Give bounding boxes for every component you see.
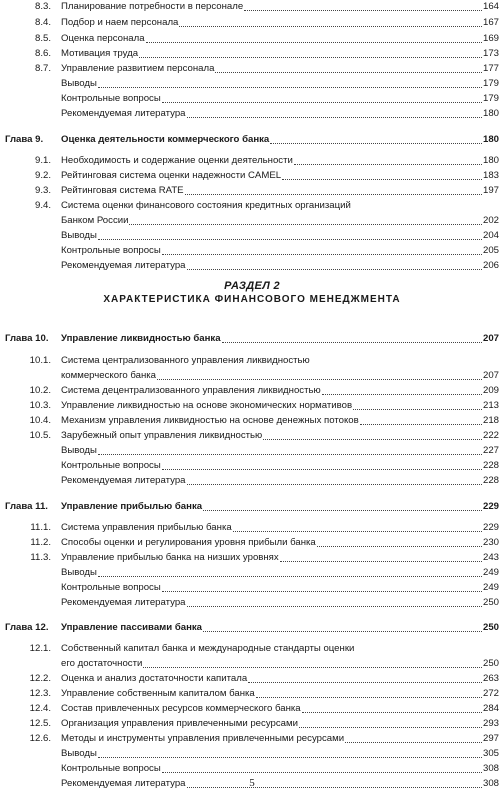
toc-entry-title: Механизм управления ликвидностью на основе денежных потоков <box>61 415 359 426</box>
toc-entry-title: Собственный капитал банка и международные стандарты оценки <box>61 643 355 654</box>
toc-entry-row <box>0 92 504 106</box>
toc-entry-title: Рейтинговая система RATE <box>61 185 184 196</box>
toc-entry-title: Рекомендуемая литература <box>61 108 186 119</box>
dot-leader <box>222 342 482 343</box>
toc-entry-title: Система оценки финансового состояния кредитных организаций <box>61 200 351 211</box>
toc-entry-page: 229 <box>482 522 499 533</box>
toc-entry-number: 9.2. <box>34 170 51 181</box>
toc-entry-number: 12.5. <box>29 718 51 729</box>
toc-entry-row <box>0 459 504 473</box>
toc-entry-page: 227 <box>482 445 499 456</box>
dot-leader <box>98 576 482 577</box>
toc-entry-page: 284 <box>482 703 499 714</box>
toc-entry-number: Глава 11. <box>5 501 48 512</box>
toc-entry-row <box>0 154 504 168</box>
toc-entry-number: 8.4. <box>34 17 51 28</box>
toc-entry-page: 204 <box>482 230 499 241</box>
toc-entry-number: 10.5. <box>29 430 51 441</box>
toc-chapter-row <box>0 621 504 635</box>
toc-entry-row <box>0 581 504 595</box>
toc-entry-number: 9.4. <box>34 200 51 211</box>
toc-entry-row <box>0 0 504 14</box>
toc-entry-title: Выводы <box>61 567 97 578</box>
dot-leader <box>317 546 482 547</box>
dot-leader <box>345 742 482 743</box>
toc-entry-row <box>0 429 504 443</box>
dot-leader <box>139 57 482 58</box>
toc-entry-page: 305 <box>482 748 499 759</box>
dot-leader <box>162 102 482 103</box>
dot-leader <box>157 379 482 380</box>
toc-entry-page: 180 <box>482 134 499 145</box>
toc-entry-title: Управление прибылью банка на низших уровнях <box>61 552 279 563</box>
toc-entry-title: Рекомендуемая литература <box>61 260 186 271</box>
toc-entry-number: 12.2. <box>29 673 51 684</box>
toc-entry-title: Зарубежный опыт управления ликвидностью <box>61 430 263 441</box>
toc-entry-number: 9.1. <box>34 155 51 166</box>
toc-entry-row <box>0 657 504 671</box>
dot-leader <box>98 87 482 88</box>
toc-entry-row <box>0 536 504 550</box>
toc-entry-title: Банком России <box>61 215 129 226</box>
toc-chapter-row <box>0 500 504 514</box>
toc-entry-row <box>0 199 504 213</box>
toc-entry-number: 12.6. <box>29 733 51 744</box>
toc-entry-page: 205 <box>482 245 499 256</box>
toc-entry-number: 10.2. <box>29 385 51 396</box>
toc-entry-row <box>0 687 504 701</box>
toc-entry-page: 263 <box>482 673 499 684</box>
toc-entry-title: Выводы <box>61 230 97 241</box>
toc-entry-row <box>0 672 504 686</box>
dot-leader <box>233 531 482 532</box>
toc-entry-title: его достаточности <box>61 658 143 669</box>
toc-entry-title: Способы оценки и регулирования уровня прибыли банка <box>61 537 316 548</box>
dot-leader <box>162 254 482 255</box>
toc-entry-page: 222 <box>482 430 499 441</box>
toc-entry-number: 8.7. <box>34 63 51 74</box>
toc-entry-page: 249 <box>482 582 499 593</box>
toc-entry-row <box>0 399 504 413</box>
section-subtitle: ХАРАКТЕРИСТИКА ФИНАНСОВОГО МЕНЕДЖМЕНТА <box>103 294 401 305</box>
toc-entry-title: Контрольные вопросы <box>61 582 161 593</box>
dot-leader <box>263 439 482 440</box>
toc-entry-row <box>0 717 504 731</box>
dot-leader <box>98 239 482 240</box>
toc-entry-row <box>0 762 504 776</box>
toc-entry-page: 243 <box>482 552 499 563</box>
toc-entry-title: Оценка и анализ достаточности капитала <box>61 673 248 684</box>
toc-entry-row <box>0 259 504 273</box>
toc-entry-page: 228 <box>482 475 499 486</box>
toc-entry-number: 10.3. <box>29 400 51 411</box>
dot-leader <box>248 682 482 683</box>
dot-leader <box>143 667 482 668</box>
toc-entry-row <box>0 384 504 398</box>
toc-entry-page: 230 <box>482 537 499 548</box>
toc-entry-title: Организация управления привлеченными ресурсами <box>61 718 298 729</box>
toc-entry-number: 12.4. <box>29 703 51 714</box>
toc-entry-number: Глава 12. <box>5 622 49 633</box>
toc-entry-page: 169 <box>482 33 499 44</box>
toc-chapter-row <box>0 133 504 147</box>
dot-leader <box>256 697 482 698</box>
toc-entry-row <box>0 369 504 383</box>
toc-entry-page: 180 <box>482 108 499 119</box>
toc-entry-title: Система централизованного управления ликвидностью <box>61 355 310 366</box>
toc-entry-title: Методы и инструменты управления привлеченными ресурсами <box>61 733 345 744</box>
toc-entry-number: 10.1. <box>29 355 51 366</box>
toc-entry-title: коммерческого банка <box>61 370 157 381</box>
toc-entry-row <box>0 414 504 428</box>
toc-entry-title: Подбор и наем персонала <box>61 17 179 28</box>
dot-leader <box>360 424 482 425</box>
toc-chapter-row <box>0 332 504 346</box>
toc-entry-page: 250 <box>482 622 499 633</box>
toc-entry-row <box>0 354 504 368</box>
toc-entry-row <box>0 566 504 580</box>
dot-leader <box>162 469 482 470</box>
dot-leader <box>162 772 482 773</box>
toc-entry-page: 206 <box>482 260 499 271</box>
toc-entry-row <box>0 551 504 565</box>
toc-entry-page: 249 <box>482 567 499 578</box>
toc-entry-row <box>0 444 504 458</box>
toc-entry-number: Глава 9. <box>5 134 44 145</box>
toc-entry-number: 11.3. <box>30 552 51 563</box>
toc-entry-page: 197 <box>482 185 499 196</box>
toc-entry-row <box>0 244 504 258</box>
dot-leader <box>187 269 482 270</box>
toc-entry-page: 179 <box>482 78 499 89</box>
toc-entry-page: 308 <box>482 763 499 774</box>
dot-leader <box>203 631 482 632</box>
toc-entry-page: 183 <box>482 170 499 181</box>
dot-leader <box>98 454 482 455</box>
toc-entry-number: 12.3. <box>29 688 51 699</box>
toc-entry-page: 228 <box>482 460 499 471</box>
toc-entry-number: 11.2. <box>30 537 51 548</box>
toc-entry-title: Управление ликвидностью на основе экономических нормативов <box>61 400 353 411</box>
dot-leader <box>282 179 482 180</box>
toc-entry-title: Рекомендуемая литература <box>61 778 186 789</box>
dot-leader <box>187 117 482 118</box>
toc-entry-number: 11.1. <box>30 522 51 533</box>
dot-leader <box>146 42 482 43</box>
dot-leader <box>353 409 482 410</box>
toc-entry-number: 8.3. <box>34 1 51 12</box>
toc-entry-number: 10.4. <box>29 415 51 426</box>
toc-entry-row <box>0 642 504 656</box>
toc-entry-page: 179 <box>482 93 499 104</box>
dot-leader <box>302 712 482 713</box>
section-title: РАЗДЕЛ 2 <box>224 280 280 292</box>
toc-entry-title: Оценка персонала <box>61 33 145 44</box>
dot-leader <box>179 26 482 27</box>
dot-leader <box>187 606 482 607</box>
toc-entry-number: 8.5. <box>34 33 51 44</box>
toc-entry-page: 293 <box>482 718 499 729</box>
toc-entry-number: 8.6. <box>34 48 51 59</box>
toc-entry-title: Рекомендуемая литература <box>61 597 186 608</box>
toc-entry-page: 167 <box>482 17 499 28</box>
toc-entry-row <box>0 596 504 610</box>
dot-leader <box>187 484 482 485</box>
toc-entry-page: 272 <box>482 688 499 699</box>
toc-entry-page: 250 <box>482 658 499 669</box>
dot-leader <box>299 727 482 728</box>
toc-entry-page: 297 <box>482 733 499 744</box>
toc-entry-row <box>0 474 504 488</box>
page-number: 5 <box>249 777 255 789</box>
toc-entry-title: Управление ликвидностью банка <box>61 333 221 344</box>
toc-entry-row <box>0 47 504 61</box>
toc-entry-row <box>0 521 504 535</box>
toc-entry-page: 202 <box>482 215 499 226</box>
toc-entry-row <box>0 702 504 716</box>
toc-entry-row <box>0 732 504 746</box>
toc-entry-title: Рекомендуемая литература <box>61 475 186 486</box>
toc-entry-page: 308 <box>482 778 499 789</box>
dot-leader <box>270 143 482 144</box>
toc-entry-title: Контрольные вопросы <box>61 763 161 774</box>
toc-entry-title: Управление прибылью банка <box>61 501 203 512</box>
toc-entry-number: 12.1. <box>29 643 51 654</box>
toc-entry-page: 209 <box>482 385 499 396</box>
toc-entry-row <box>0 747 504 761</box>
toc-entry-title: Оценка деятельности коммерческого банка <box>61 134 270 145</box>
toc-entry-page: 180 <box>482 155 499 166</box>
dot-leader <box>280 561 482 562</box>
toc-entry-number: 9.3. <box>34 185 51 196</box>
toc-entry-title: Необходимость и содержание оценки деятельности <box>61 155 293 166</box>
toc-entry-title: Контрольные вопросы <box>61 460 161 471</box>
toc-entry-row <box>0 214 504 228</box>
toc-entry-title: Управление собственным капиталом банка <box>61 688 255 699</box>
dot-leader <box>162 591 482 592</box>
dot-leader <box>244 10 482 11</box>
toc-entry-title: Выводы <box>61 748 97 759</box>
toc-entry-row <box>0 184 504 198</box>
dot-leader <box>129 224 482 225</box>
toc-entry-title: Управление пассивами банка <box>61 622 203 633</box>
toc-entry-page: 207 <box>482 370 499 381</box>
toc-entry-title: Управление развитием персонала <box>61 63 215 74</box>
dot-leader <box>322 394 482 395</box>
toc-entry-row <box>0 62 504 76</box>
toc-entry-page: 207 <box>482 333 499 344</box>
toc-entry-title: Выводы <box>61 445 97 456</box>
toc-entry-page: 213 <box>482 400 499 411</box>
toc-entry-row <box>0 32 504 46</box>
toc-entry-page: 229 <box>482 501 499 512</box>
dot-leader <box>203 510 482 511</box>
toc-entry-row <box>0 229 504 243</box>
toc-entry-number: Глава 10. <box>5 333 49 344</box>
toc-entry-title: Система управления прибылью банка <box>61 522 232 533</box>
toc-entry-title: Мотивация труда <box>61 48 139 59</box>
toc-entry-row <box>0 107 504 121</box>
toc-entry-page: 177 <box>482 63 499 74</box>
toc-entry-row <box>0 169 504 183</box>
dot-leader <box>185 194 482 195</box>
toc-entry-title: Система децентрализованного управления ликвидностью <box>61 385 321 396</box>
toc-entry-title: Контрольные вопросы <box>61 245 161 256</box>
toc-entry-title: Состав привлеченных ресурсов коммерческого банка <box>61 703 301 714</box>
toc-entry-title: Рейтинговая система оценки надежности CAMEL <box>61 170 282 181</box>
toc-entry-page: 250 <box>482 597 499 608</box>
dot-leader <box>294 164 482 165</box>
dot-leader <box>98 757 482 758</box>
toc-entry-page: 173 <box>482 48 499 59</box>
toc-entry-page: 218 <box>482 415 499 426</box>
toc-entry-title: Контрольные вопросы <box>61 93 161 104</box>
toc-entry-title: Выводы <box>61 78 97 89</box>
toc-entry-row <box>0 77 504 91</box>
toc-entry-page: 164 <box>482 1 499 12</box>
toc-entry-title: Планирование потребности в персонале <box>61 1 244 12</box>
toc-entry-row <box>0 16 504 30</box>
dot-leader <box>215 72 482 73</box>
